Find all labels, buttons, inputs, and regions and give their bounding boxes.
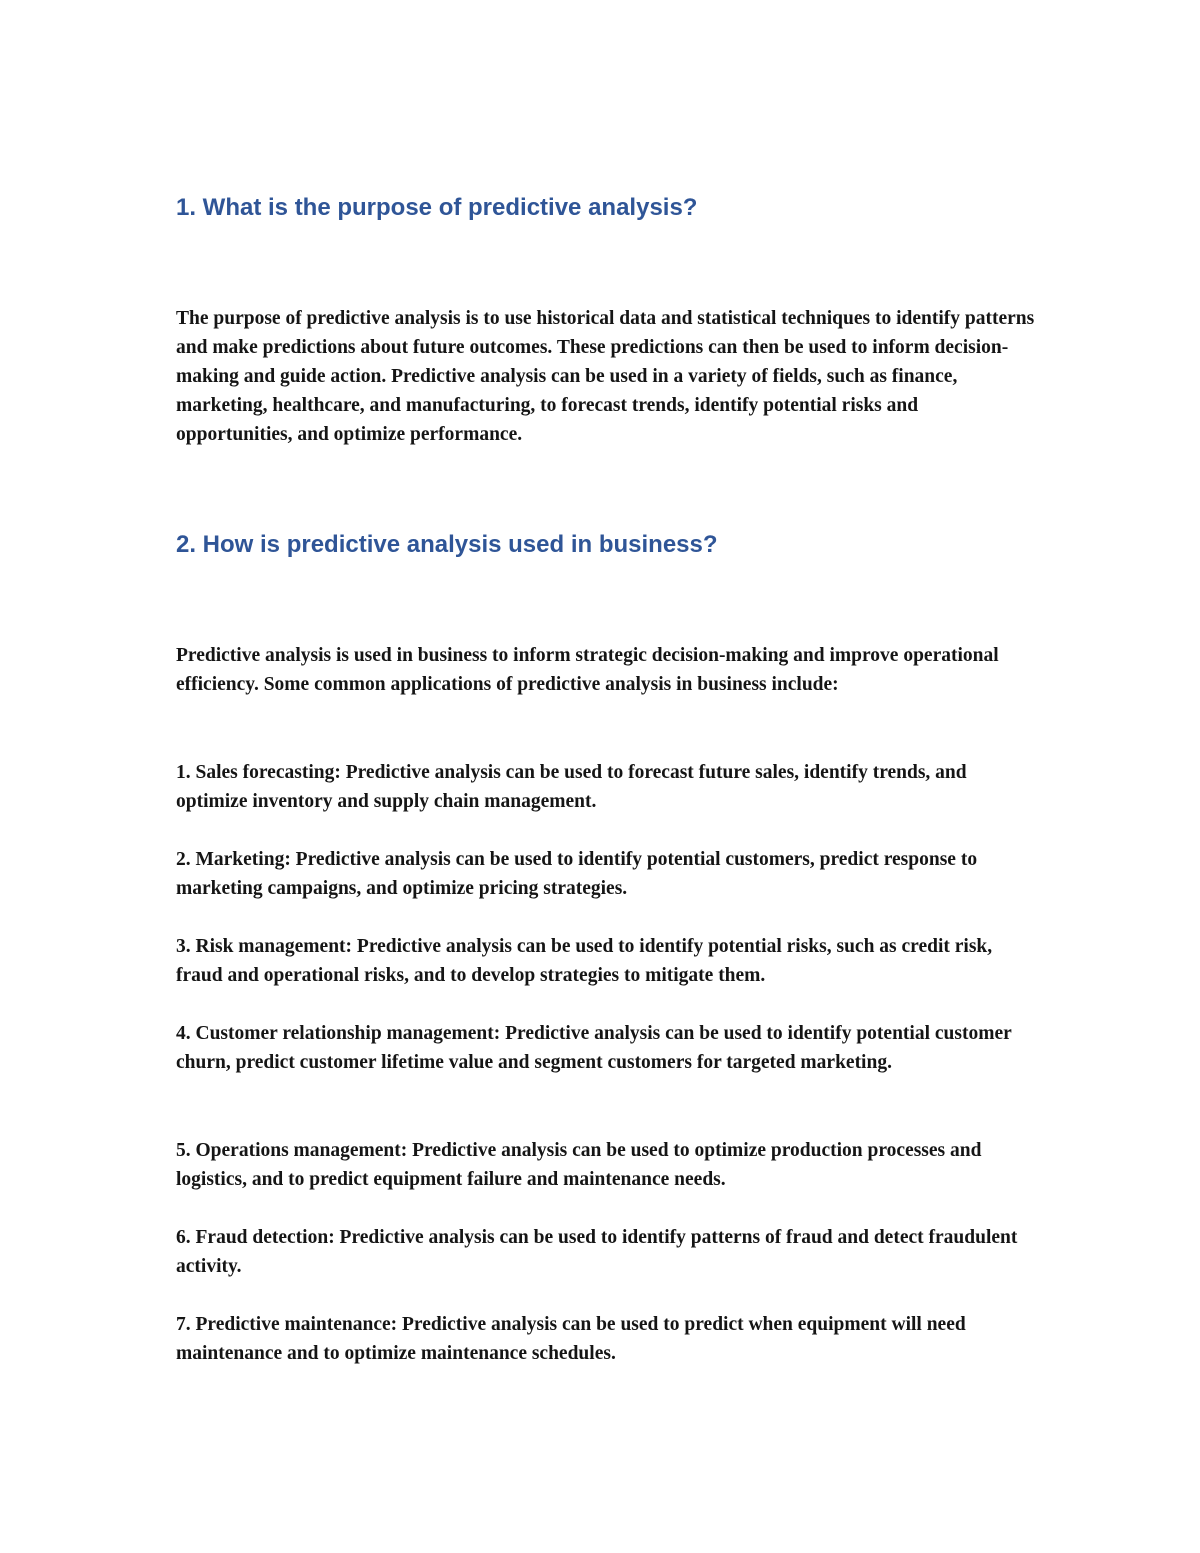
section-1-body: The purpose of predictive analysis is to use historical data and statistical techniques to identify patterns and make predictions about future outcomes. These predictions can then be used to inform decision-making and guide action. Predictive analysis can be used in a variety of fields, such as finance, marketing, healthcare, and manufacturing, to forecast trends, identify potential risks and opportunities, and optimize performance. bbox=[176, 308, 1035, 445]
list-item-marketing: 2. Marketing: Predictive analysis can be used to identify potential customers, predict response to marketing campaigns, and optimize pricing strategies. bbox=[176, 849, 978, 899]
section-2-heading: 2. How is predictive analysis used in business? bbox=[176, 531, 718, 558]
list-item-fraud-detection: 6. Fraud detection: Predictive analysis can be used to identify patterns of fraud and detect fraudulent activity. bbox=[176, 1227, 1018, 1277]
list-item-predictive-maintenance: 7. Predictive maintenance: Predictive analysis can be used to predict when equipment will need maintenance and to optimize maintenance schedules. bbox=[176, 1314, 966, 1364]
list-item-risk-management: 3. Risk management: Predictive analysis can be used to identify potential risks, such as credit risk, fraud and operational risks, and to develop strategies to mitigate them. bbox=[176, 936, 993, 986]
list-item-sales-forecasting: 1. Sales forecasting: Predictive analysis can be used to forecast future sales, identify trends, and optimize inventory and supply chain management. bbox=[176, 762, 967, 812]
section-1-heading: 1. What is the purpose of predictive analysis? bbox=[176, 194, 698, 221]
list-item-operations-management: 5. Operations management: Predictive analysis can be used to optimize production processes and logistics, and to predict equipment failure and maintenance needs. bbox=[176, 1140, 982, 1190]
list-item-customer-relationship-management: 4. Customer relationship management: Predictive analysis can be used to identify potential customer churn, predict customer lifetime value and segment customers for targeted marketing. bbox=[176, 1023, 1012, 1073]
section-2-intro: Predictive analysis is used in business to inform strategic decision-making and improve operational efficiency. Some common applications of predictive analysis in business include: bbox=[176, 645, 999, 695]
